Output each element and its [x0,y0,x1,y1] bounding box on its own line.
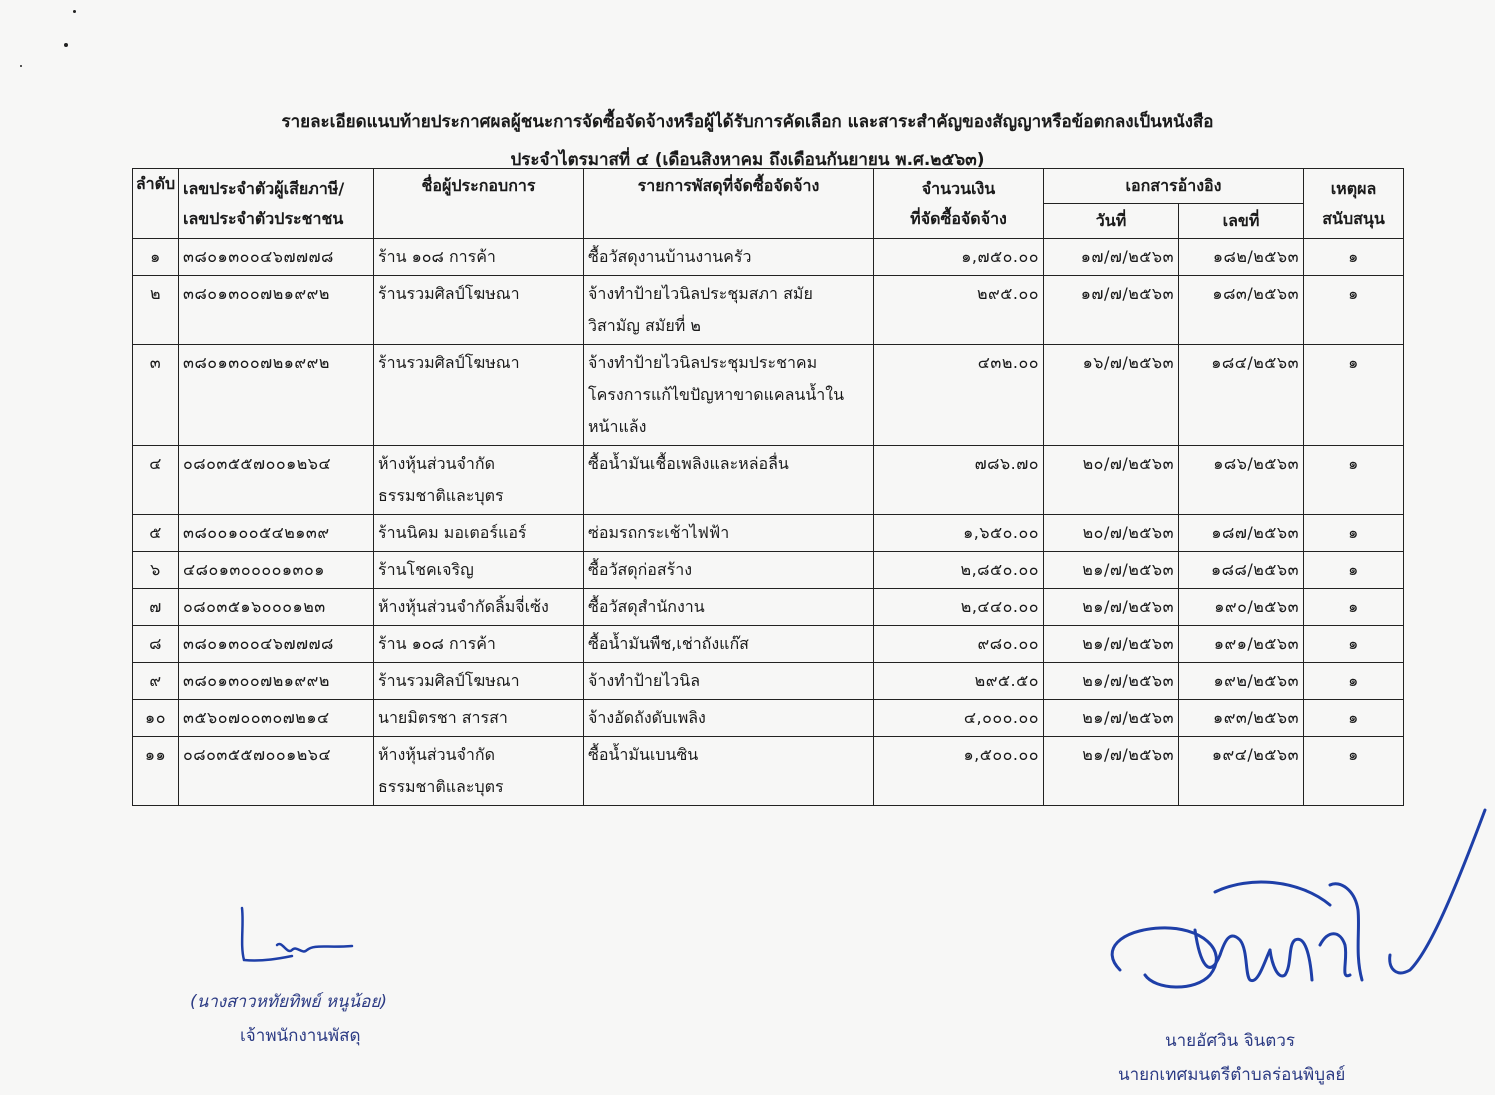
cell-ref-date: ๒๑/๗/๒๕๖๓ [1044,552,1179,589]
signature-right-ink [1100,780,1495,1020]
cell-item [584,663,874,700]
cell-taxid: ๓๘๐๑๓๐๐๗๒๑๙๙๒ [179,345,374,446]
cell-item [584,345,874,446]
cell-amount: ๑,๗๕๐.๐๐ [874,239,1044,276]
cell-ref-no: ๑๘๘/๒๕๖๓ [1179,552,1304,589]
table-row [133,552,1404,589]
cell-seq: ๕ [133,515,179,552]
table-row [133,239,1404,276]
cell-item-line: จ้างทำป้ายไวนิลประชุมประชาคม [588,353,818,372]
cell-item-line: วิสามัญ สมัยที่ ๒ [588,316,701,335]
cell-vendor [374,663,584,700]
cell-amount: ๑,๖๕๐.๐๐ [874,515,1044,552]
cell-item [584,552,874,589]
cell-ref-date: ๒๑/๗/๒๕๖๓ [1044,700,1179,737]
table-row [133,626,1404,663]
table-row [133,345,1404,446]
cell-item-line: ซื้อน้ำมันเชื้อเพลิงและหล่อลื่น [588,454,789,473]
header-item: รายการพัสดุที่จัดซื้อจัดจ้าง [584,169,874,239]
cell-vendor-line: ห้างหุ้นส่วนจำกัด [378,745,495,764]
cell-item-line: ซื้อน้ำมันพืช,เช่าถังแก๊ส [588,634,749,653]
header-ref-no: เลขที่ [1179,204,1304,239]
cell-taxid: ๐๘๐๓๕๕๗๐๐๑๒๖๔ [179,737,374,806]
cell-ref-no: ๑๘๓/๒๕๖๓ [1179,276,1304,345]
cell-item [584,589,874,626]
cell-reason: ๑ [1304,515,1404,552]
cell-vendor-line: ธรรมชาติและบุตร [378,486,504,505]
cell-ref-no: ๑๙๒/๒๕๖๓ [1179,663,1304,700]
speck [20,65,22,67]
cell-ref-no: ๑๙๐/๒๕๖๓ [1179,589,1304,626]
cell-vendor-line: ธรรมชาติและบุตร [378,777,504,796]
cell-vendor-line: ร้าน ๑๐๘ การค้า [378,634,496,653]
right-signer-title: นายกเทศมนตรีตำบลร่อนพิบูลย์ [1118,1065,1346,1085]
table-row [133,663,1404,700]
cell-item-line: ซื้อน้ำมันเบนซิน [588,745,699,764]
cell-seq: ๑๐ [133,700,179,737]
header-reason: เหตุผล สนับสนุน [1304,169,1404,239]
cell-taxid: ๔๘๐๑๓๐๐๐๐๑๓๐๑ [179,552,374,589]
cell-ref-no: ๑๘๗/๒๕๖๓ [1179,515,1304,552]
cell-taxid: ๓๘๐๑๓๐๐๗๒๑๙๙๒ [179,276,374,345]
cell-ref-no: ๑๘๒/๒๕๖๓ [1179,239,1304,276]
cell-item [584,515,874,552]
cell-ref-date: ๒๐/๗/๒๕๖๓ [1044,446,1179,515]
right-signer-name: นายอัศวิน จินตวร [1165,1031,1295,1051]
cell-ref-date: ๒๑/๗/๒๕๖๓ [1044,663,1179,700]
cell-vendor-line: ร้านรวมศิลป์โฆษณา [378,353,520,372]
cell-item [584,626,874,663]
cell-item-line: จ้างทำป้ายไวนิล [588,671,700,690]
header-taxid: เลขประจำตัวผู้เสียภาษี/ เลขประจำตัวประชาชน [179,169,374,239]
cell-item [584,737,874,806]
cell-seq: ๔ [133,446,179,515]
document-title-line1: รายละเอียดแนบท้ายประกาศผลผู้ชนะการจัดซื้อจัดจ้างหรือผู้ได้รับการคัดเลือก และสาระสำคัญของสัญญาหรือข้อตกลงเป็นหนังสือ [281,112,1214,132]
cell-reason: ๑ [1304,276,1404,345]
cell-amount: ๙๘๐.๐๐ [874,626,1044,663]
cell-amount: ๗๘๖.๗๐ [874,446,1044,515]
cell-vendor-line: ร้านนิคม มอเตอร์แอร์ [378,523,527,542]
cell-seq: ๘ [133,626,179,663]
cell-item [584,446,874,515]
cell-ref-date: ๑๗/๗/๒๕๖๓ [1044,276,1179,345]
cell-amount: ๔๓๒.๐๐ [874,345,1044,446]
cell-seq: ๙ [133,663,179,700]
cell-vendor-line: ร้าน ๑๐๘ การค้า [378,247,496,266]
cell-taxid: ๓๘๐๐๑๐๐๕๔๒๑๓๙ [179,515,374,552]
cell-item [584,276,874,345]
cell-ref-no: ๑๘๖/๒๕๖๓ [1179,446,1304,515]
cell-vendor-line: ห้างหุ้นส่วนจำกัดลิ้มจี่เซ้ง [378,597,549,616]
cell-seq: ๖ [133,552,179,589]
cell-vendor [374,515,584,552]
cell-taxid: ๓๘๐๑๓๐๐๔๖๗๗๗๘ [179,239,374,276]
header-ref: เอกสารอ้างอิง [1044,169,1304,204]
left-signer-name: (นางสาวหทัยทิพย์ หนูน้อย) [190,992,387,1012]
cell-item [584,700,874,737]
cell-ref-date: ๑๖/๗/๒๕๖๓ [1044,345,1179,446]
cell-item-line: จ้างทำป้ายไวนิลประชุมสภา สมัย [588,284,813,303]
cell-vendor-line: ร้านโชคเจริญ [378,560,474,579]
cell-seq: ๒ [133,276,179,345]
cell-reason: ๑ [1304,663,1404,700]
header-seq: ลำดับ [133,169,179,239]
speck [73,10,76,13]
cell-reason: ๑ [1304,446,1404,515]
cell-item-line: ซื้อวัสดุก่อสร้าง [588,560,693,579]
cell-item-line: หน้าแล้ง [588,417,647,436]
cell-vendor [374,276,584,345]
cell-vendor [374,239,584,276]
cell-amount: ๒๙๕.๕๐ [874,663,1044,700]
cell-item [584,239,874,276]
cell-reason: ๑ [1304,700,1404,737]
cell-vendor-line: ร้านรวมศิลป์โฆษณา [378,284,520,303]
cell-reason: ๑ [1304,239,1404,276]
cell-seq: ๗ [133,589,179,626]
left-signer-title: เจ้าพนักงานพัสดุ [240,1026,361,1046]
header-amount: จำนวนเงิน ที่จัดซื้อจัดจ้าง [874,169,1044,239]
procurement-table [132,168,1404,806]
cell-seq: ๑๑ [133,737,179,806]
cell-ref-no: ๑๙๓/๒๕๖๓ [1179,700,1304,737]
cell-item-line: ซื้อวัสดุสำนักงาน [588,597,705,616]
cell-item-line: ซ่อมรถกระเช้าไฟฟ้า [588,523,730,542]
cell-taxid: ๐๘๐๓๕๕๗๐๐๑๒๖๔ [179,446,374,515]
cell-reason: ๑ [1304,626,1404,663]
document-title-line2: ประจำไตรมาสที่ ๔ (เดือนสิงหาคม ถึงเดือนกันยายน พ.ศ.๒๕๖๓) [510,150,985,170]
cell-ref-date: ๒๑/๗/๒๕๖๓ [1044,589,1179,626]
cell-ref-no: ๑๘๔/๒๕๖๓ [1179,345,1304,446]
cell-reason: ๑ [1304,737,1404,806]
cell-vendor [374,700,584,737]
cell-amount: ๔,๐๐๐.๐๐ [874,700,1044,737]
cell-vendor [374,737,584,806]
cell-vendor-line: นายมิตรชา สารสา [378,708,508,727]
table-row [133,276,1404,345]
cell-vendor-line: ห้างหุ้นส่วนจำกัด [378,454,495,473]
cell-amount: ๒,๔๔๐.๐๐ [874,589,1044,626]
cell-reason: ๑ [1304,589,1404,626]
cell-vendor [374,552,584,589]
cell-vendor [374,626,584,663]
cell-ref-date: ๒๐/๗/๒๕๖๓ [1044,515,1179,552]
table-header-row [133,169,1404,204]
cell-reason: ๑ [1304,552,1404,589]
cell-vendor [374,446,584,515]
cell-taxid: ๐๘๐๓๕๑๖๐๐๐๑๒๓ [179,589,374,626]
cell-item-line: ซื้อวัสดุงานบ้านงานครัว [588,247,752,266]
cell-item-line: จ้างอัดถังดับเพลิง [588,708,706,727]
header-vendor: ชื่อผู้ประกอบการ [374,169,584,239]
table-row [133,700,1404,737]
header-ref-date: วันที่ [1044,204,1179,239]
table-row [133,446,1404,515]
cell-taxid: ๓๘๐๑๓๐๐๔๖๗๗๗๘ [179,626,374,663]
cell-seq: ๑ [133,239,179,276]
table-row [133,515,1404,552]
cell-amount: ๑,๕๐๐.๐๐ [874,737,1044,806]
cell-item-line: โครงการแก้ไขปัญหาขาดแคลนน้ำใน [588,385,845,404]
cell-vendor [374,589,584,626]
cell-ref-date: ๒๑/๗/๒๕๖๓ [1044,626,1179,663]
cell-reason: ๑ [1304,345,1404,446]
cell-seq: ๓ [133,345,179,446]
cell-taxid: ๓๘๐๑๓๐๐๗๒๑๙๙๒ [179,663,374,700]
speck [64,43,68,47]
cell-ref-date: ๒๑/๗/๒๕๖๓ [1044,737,1179,806]
cell-taxid: ๓๕๖๐๗๐๐๓๐๗๒๑๔ [179,700,374,737]
cell-amount: ๒,๘๕๐.๐๐ [874,552,1044,589]
cell-ref-no: ๑๙๔/๒๕๖๓ [1179,737,1304,806]
cell-ref-date: ๑๗/๗/๒๕๖๓ [1044,239,1179,276]
cell-ref-no: ๑๙๑/๒๕๖๓ [1179,626,1304,663]
signature-left-ink [232,900,362,970]
cell-vendor-line: ร้านรวมศิลป์โฆษณา [378,671,520,690]
cell-amount: ๒๙๕.๐๐ [874,276,1044,345]
table-row [133,589,1404,626]
cell-vendor [374,345,584,446]
